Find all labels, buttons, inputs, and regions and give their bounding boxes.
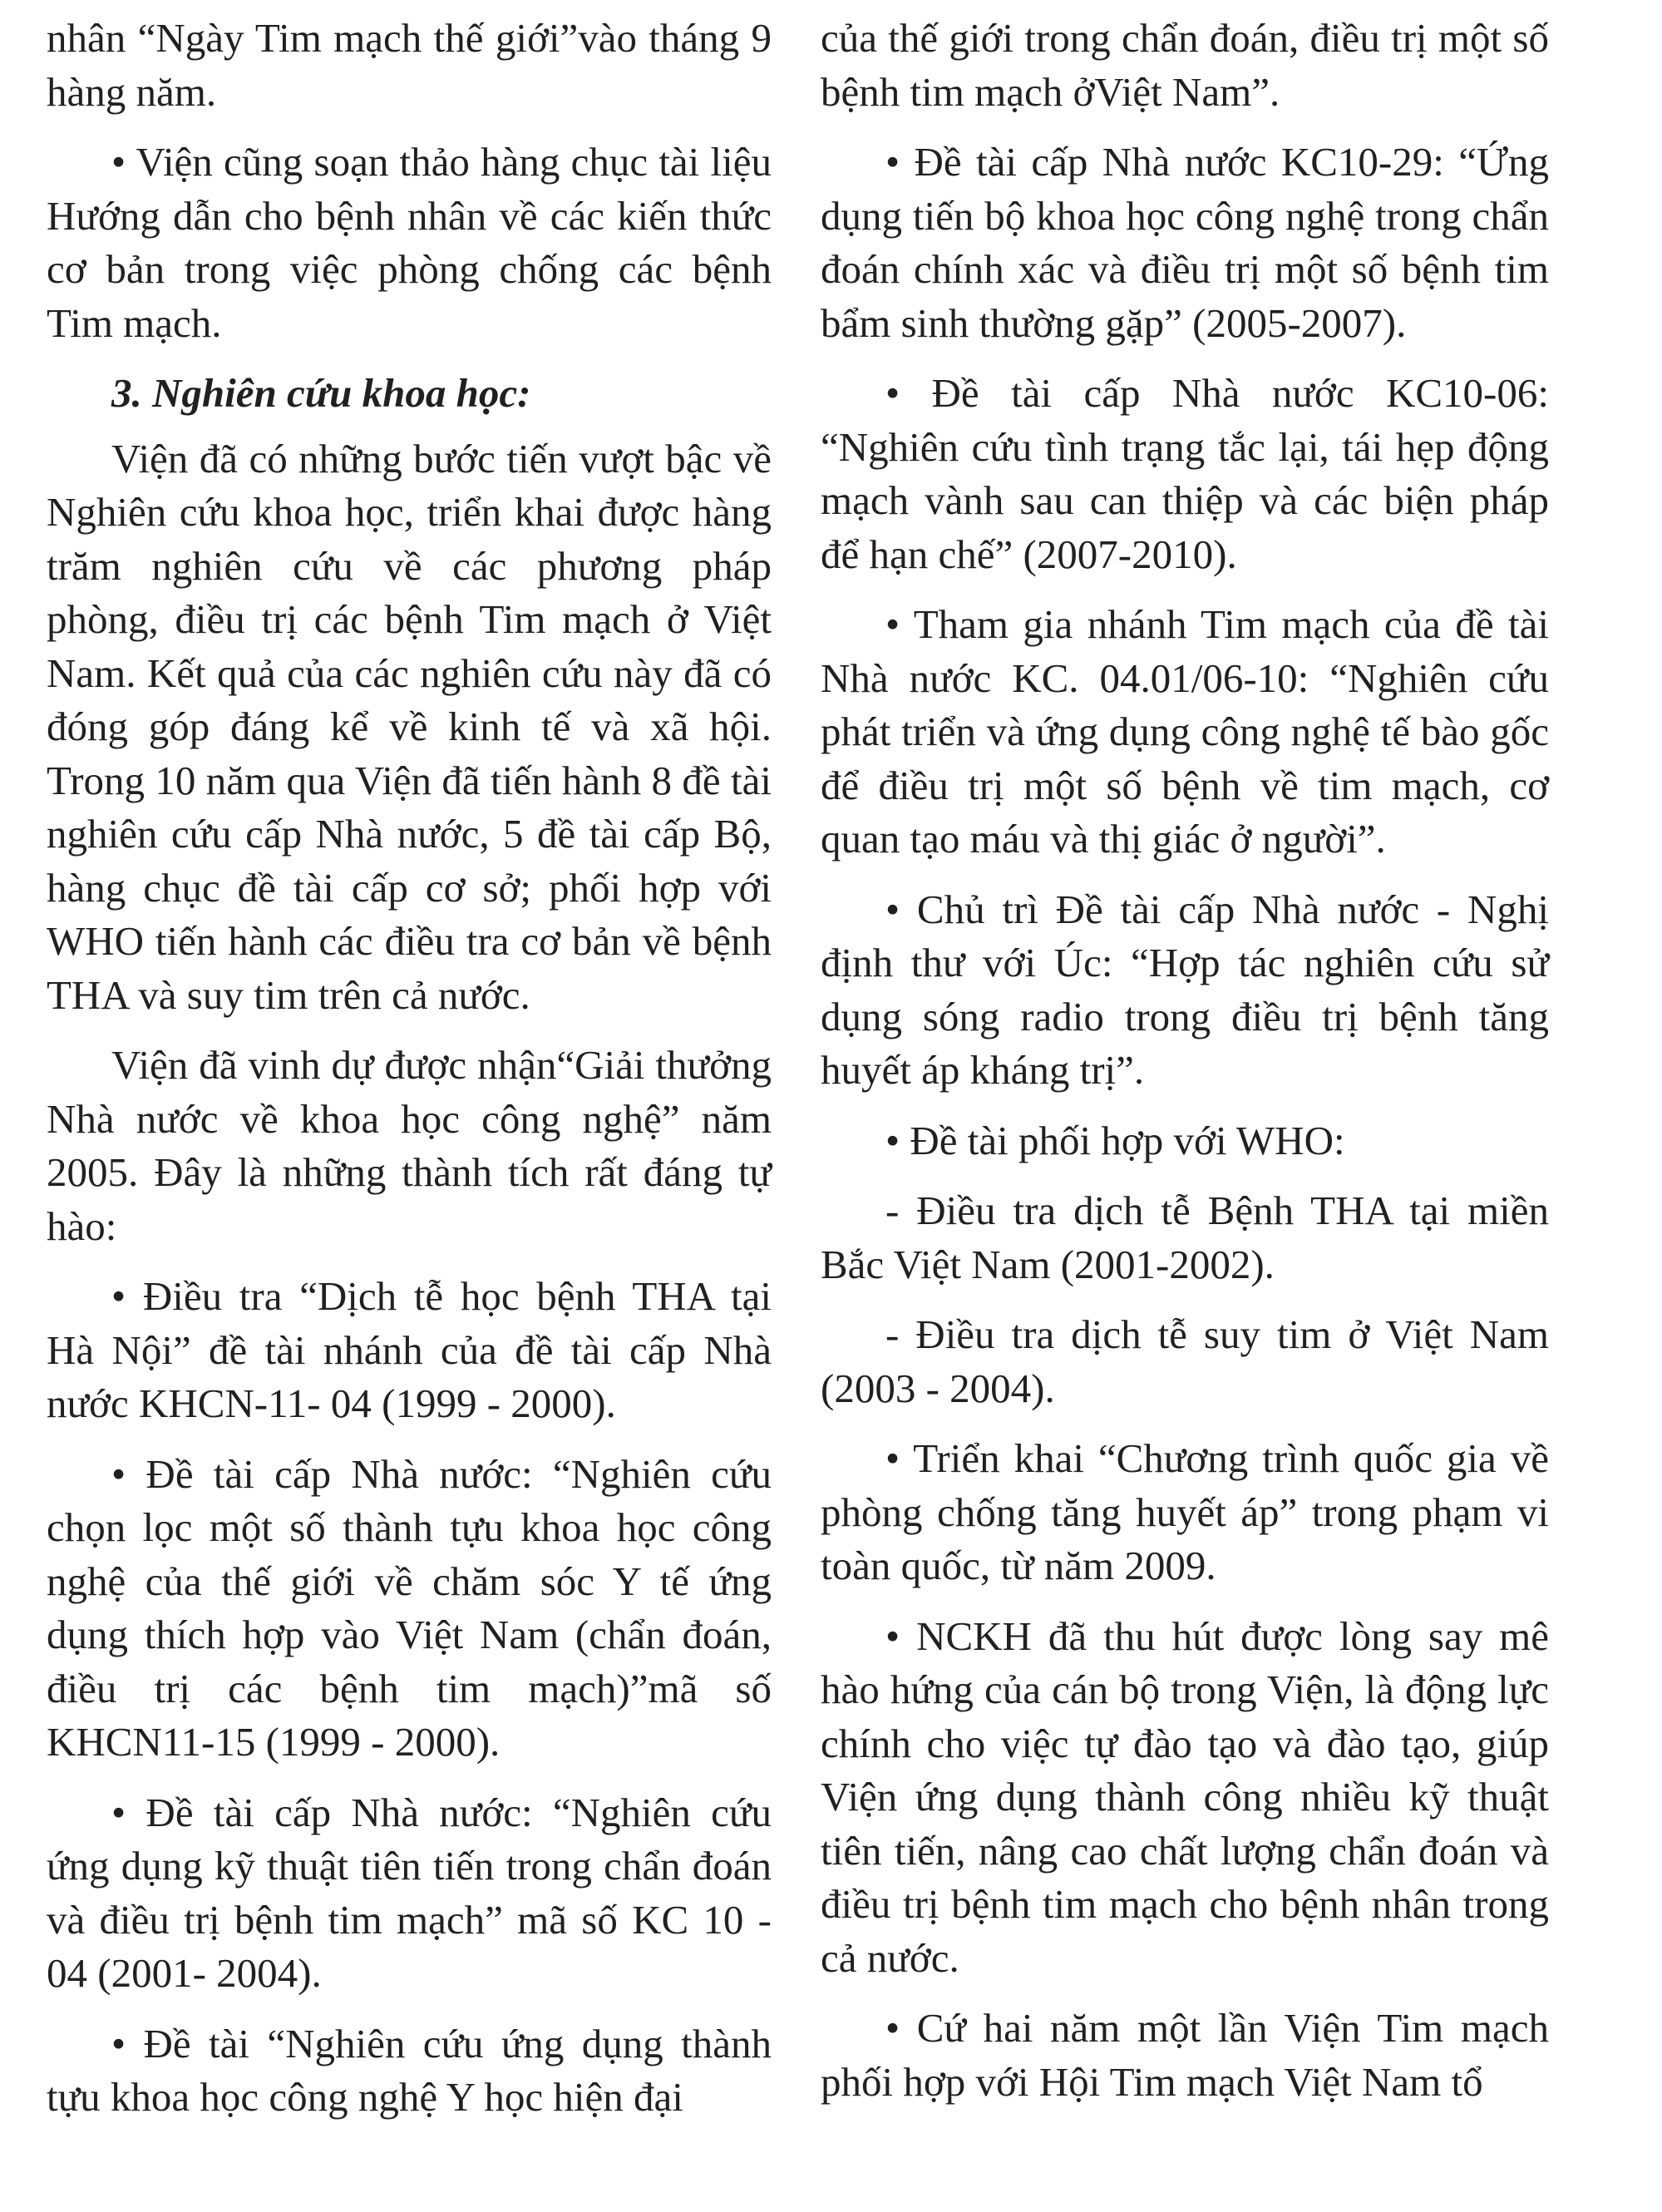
- bullet-paragraph: • Đề tài cấp Nhà nước KC10-06: “Nghiên cứu tình trạng tắc lại, tái hẹp động mạch vành sau can thiệp và các biện pháp để hạn chế” (2007-2010).: [821, 370, 1549, 577]
- bullet-paragraph: • NCKH đã thu hút được lòng say mê hào hứng của cán bộ trong Viện, là động lực chính cho việc tự đào tạo và đào tạo, giúp Viện ứng dụng thành công nhiều kỹ thuật tiên tiến, nâng cao chất lượng chẩn đoán và điều trị bệnh tim mạch cho bệnh nhân trong cả nước.: [821, 1612, 1549, 1981]
- bullet-paragraph: • Tham gia nhánh Tim mạch của đề tài Nhà nước KC. 04.01/06-10: “Nghiên cứu phát triển và ứng dụng công nghệ tế bào gốc để điều trị một số bệnh về tim mạch, cơ quan tạo máu và thị giác ở người”.: [821, 601, 1549, 862]
- paragraph: của thế giới trong chẩn đoán, điều trị một số bệnh tim mạch ởViệt Nam”.: [821, 15, 1549, 115]
- right-column: [821, 12, 1549, 2109]
- bullet-paragraph: • Cứ hai năm một lần Viện Tim mạch phối hợp với Hội Tim mạch Việt Nam tổ: [821, 2005, 1549, 2105]
- bullet-paragraph: • Đề tài cấp Nhà nước: “Nghiên cứu ứng dụng kỹ thuật tiên tiến trong chẩn đoán và điều trị bệnh tim mạch” mã số KC 10 - 04 (2001- 2004).: [47, 1789, 772, 1996]
- paragraph: Viện đã có những bước tiến vượt bậc về Nghiên cứu khoa học, triển khai được hàng trăm nghiên cứu về các phương pháp phòng, điều trị các bệnh Tim mạch ở Việt Nam. Kết quả của các nghiên cứu này đã có đóng góp đáng kể về kinh tế và xã hội. Trong 10 năm qua Viện đã tiến hành 8 đề tài nghiên cứu cấp Nhà nước, 5 đề tài cấp Bộ, hàng chục đề tài cấp cơ sở; phối hợp với WHO tiến hành các điều tra cơ bản về bệnh THA và suy tim trên cả nước.: [47, 435, 772, 1018]
- paragraph: nhân “Ngày Tim mạch thế giới”vào tháng 9 hàng năm.: [47, 15, 772, 115]
- bullet-paragraph: • Điều tra “Dịch tễ học bệnh THA tại Hà Nội” đề tài nhánh của đề tài cấp Nhà nước KHCN-11- 04 (1999 - 2000).: [47, 1273, 772, 1426]
- left-column: [47, 12, 772, 2125]
- list-item: - Điều tra dịch tễ suy tim ở Việt Nam (2003 - 2004).: [821, 1311, 1549, 1411]
- paragraph: Viện đã vinh dự được nhận“Giải thưởng Nhà nước về khoa học công nghệ” năm 2005. Đây là những thành tích rất đáng tự hào:: [47, 1042, 772, 1249]
- bullet-paragraph: • Đề tài cấp Nhà nước: “Nghiên cứu chọn lọc một số thành tựu khoa học công nghệ của thế giới về chăm sóc Y tế ứng dụng thích hợp vào Việt Nam (chẩn đoán, điều trị các bệnh tim mạch)”mã số KHCN11-15 (1999 - 2000).: [47, 1450, 772, 1765]
- bullet-paragraph: • Viện cũng soạn thảo hàng chục tài liệu Hướng dẫn cho bệnh nhân về các kiến thức cơ bản trong việc phòng chống các bệnh Tim mạch.: [47, 139, 772, 346]
- bullet-paragraph: • Triển khai “Chương trình quốc gia về phòng chống tăng huyết áp” trong phạm vi toàn quốc, từ năm 2009.: [821, 1435, 1549, 1588]
- list-item: - Điều tra dịch tễ Bệnh THA tại miền Bắc Việt Nam (2001-2002).: [821, 1187, 1549, 1287]
- bullet-paragraph: • Chủ trì Đề tài cấp Nhà nước - Nghị định thư với Úc: “Hợp tác nghiên cứu sử dụng sóng radio trong điều trị bệnh tăng huyết áp kháng trị”.: [821, 886, 1549, 1093]
- bullet-paragraph: • Đề tài “Nghiên cứu ứng dụng thành tựu khoa học công nghệ Y học hiện đại: [47, 2020, 772, 2120]
- bullet-paragraph: • Đề tài phối hợp với WHO:: [885, 1117, 1345, 1163]
- section-heading: 3. Nghiên cứu khoa học:: [111, 370, 531, 416]
- bullet-paragraph: • Đề tài cấp Nhà nước KC10-29: “Ứng dụng tiến bộ khoa học công nghệ trong chẩn đoán chính xác và điều trị một số bệnh tim bẩm sinh thường gặp” (2005-2007).: [821, 139, 1549, 346]
